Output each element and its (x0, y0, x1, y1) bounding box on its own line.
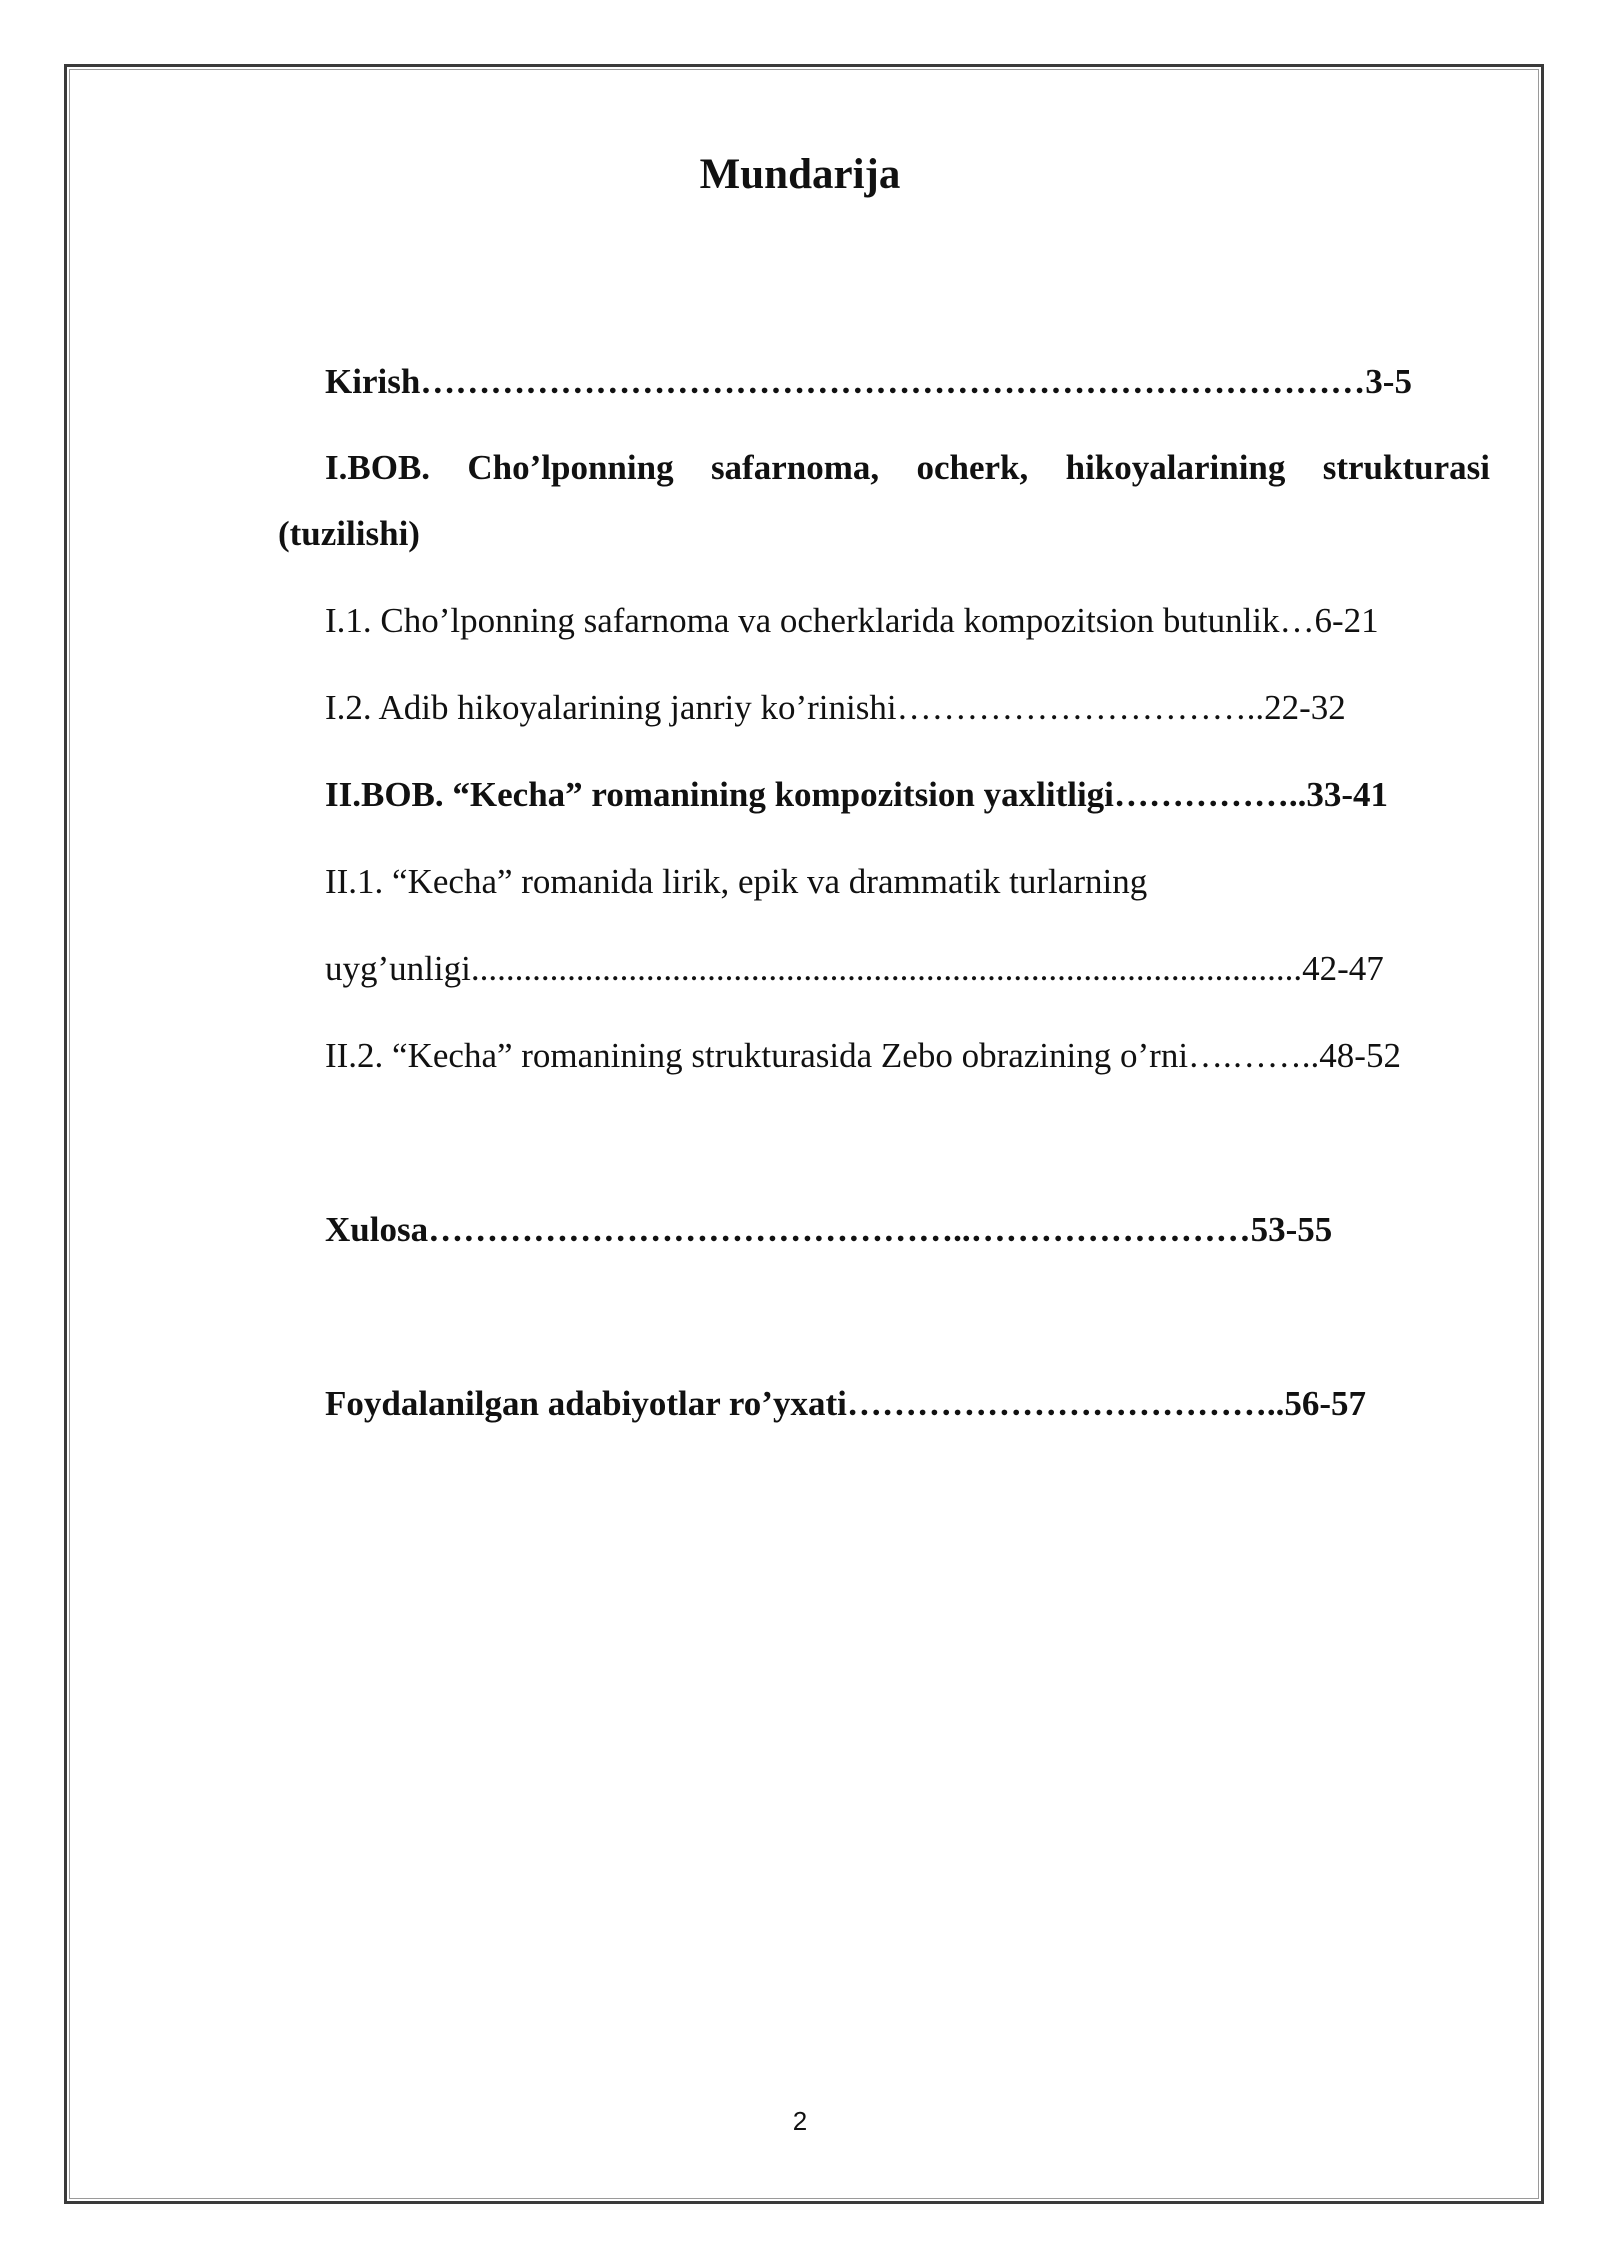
toc-entry-section-2-1-line1: II.1. “Kecha” romanida lirik, epik va drammatik turlarning (325, 862, 1148, 901)
toc-entry-section-1-1: I.1. Cho’lponning safarnoma va ocherklarida kompozitsion butunlik…6-21 (325, 601, 1379, 640)
toc-entry-adabiyotlar: Foydalanilgan adabiyotlar ro’yxati………………………………..56-57 (325, 1384, 1366, 1423)
toc-entry-xulosa: Xulosa………………………………………..……………………53-55 (325, 1210, 1333, 1249)
toc-entry-kirish: Kirish………………………………………………………………………3-5 (325, 362, 1412, 401)
page-title: Mundarija (699, 151, 901, 198)
page-number: 2 (792, 2106, 808, 2136)
toc-entry-bob1-line2: (tuzilishi) (278, 514, 420, 553)
toc-entry-section-1-2: I.2. Adib hikoyalarining janriy ko’rinishi…………………………..22-32 (325, 688, 1346, 727)
toc-entry-section-2-1-line2: uyg’unligi...............................................................................................42-47 (325, 949, 1384, 988)
toc-entry-bob1-line1: I.BOB. Cho’lponning safarnoma, ocherk, hikoyalarining strukturasi (325, 448, 1490, 487)
toc-entry-section-2-2: II.2. “Kecha” romanining strukturasida Zebo obrazining o’rni….……..48-52 (325, 1036, 1401, 1075)
toc-entry-bob2: II.BOB. “Kecha” romanining kompozitsion yaxlitligi……………..33-41 (325, 775, 1389, 814)
